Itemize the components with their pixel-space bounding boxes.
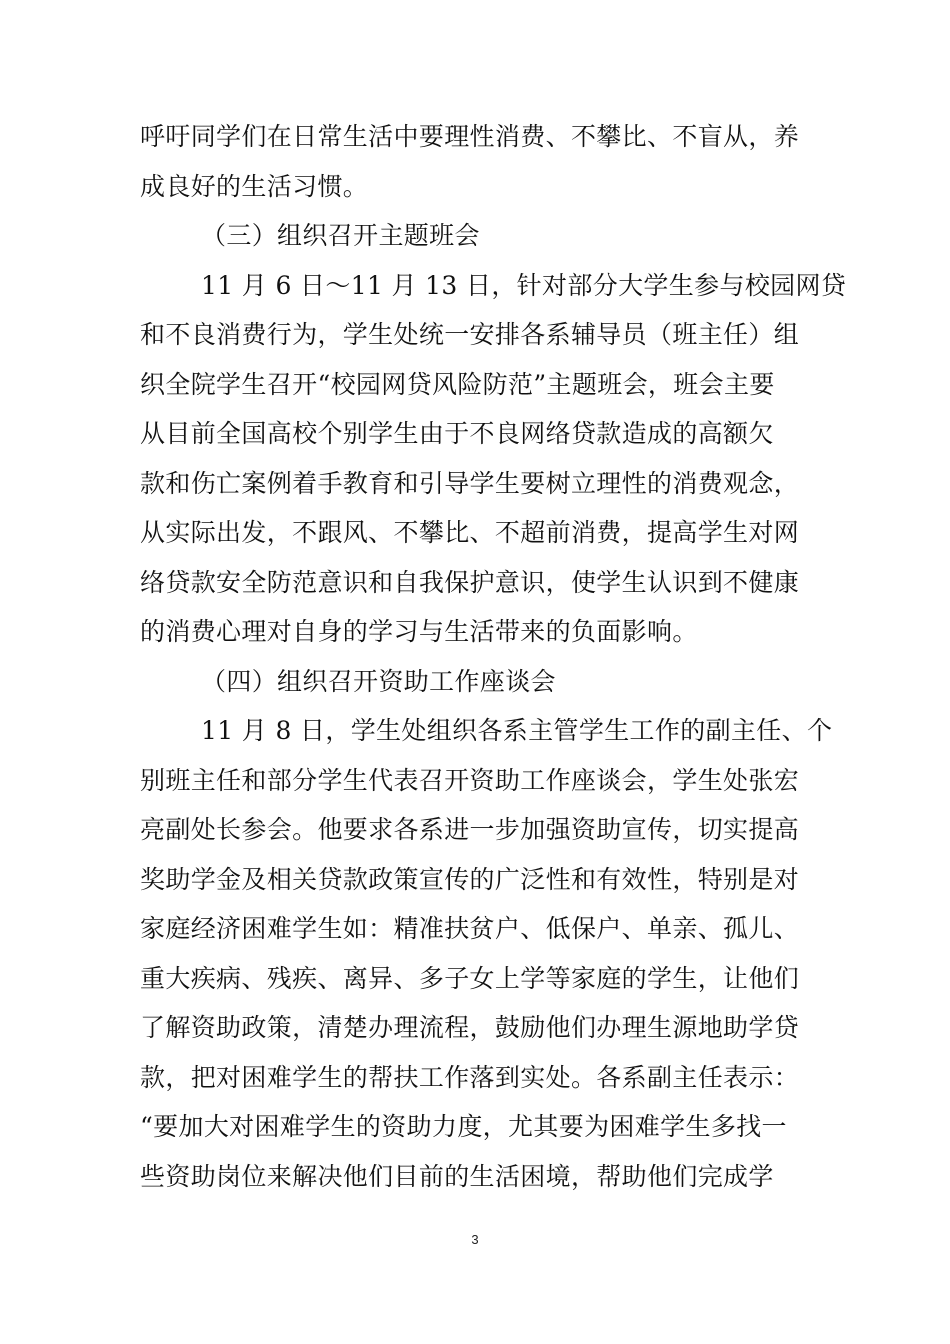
text-line-16: 奖助学金及相关贷款政策宣传的广泛性和有效性，特别是对	[140, 864, 800, 894]
text-line-21: “要加大对困难学生的资助力度，尤其要为困难学生多找一	[140, 1112, 787, 1141]
text-line-4: 11 月 6 日～11 月 13 日，针对部分大学生参与校园网贷	[201, 270, 847, 300]
text-line-1: 呼吁同学们在日常生活中要理性消费、不攀比、不盲从，养	[140, 122, 800, 151]
text-line-19: 了解资助政策，清楚办理流程，鼓励他们办理生源地助学贷	[140, 1013, 800, 1042]
text-line-10: 络贷款安全防范意识和自我保护意识，使学生认识到不健康	[140, 567, 800, 597]
text-line-17: 家庭经济困难学生如：精准扶贫户、低保户、单亲、孤儿、	[140, 914, 800, 943]
text-line-9: 从实际出发，不跟风、不攀比、不超前消费，提高学生对网	[140, 518, 800, 547]
text-line-5: 和不良消费行为，学生处统一安排各系辅导员（班主任）组	[140, 320, 800, 349]
document-body	[140, 112, 847, 1201]
page-number: 3	[471, 1232, 479, 1247]
section-heading-3: （三）组织召开主题班会	[201, 221, 480, 250]
text-line-22: 些资助岗位来解决他们目前的生活困境，帮助他们完成学	[140, 1161, 774, 1191]
text-line-7: 从目前全国高校个别学生由于不良网络贷款造成的高额欠	[140, 419, 774, 448]
text-line-13: 11 月 8 日，学生处组织各系主管学生工作的副主任、个	[201, 716, 833, 745]
text-line-18: 重大疾病、残疾、离异、多子女上学等家庭的学生，让他们	[140, 963, 800, 993]
text-line-20: 款，把对困难学生的帮扶工作落到实处。各系副主任表示：	[140, 1062, 800, 1092]
text-line-11: 的消费心理对自身的学习与生活带来的负面影响。	[140, 617, 698, 646]
section-heading-4: （四）组织召开资助工作座谈会	[201, 666, 556, 696]
text-line-14: 别班主任和部分学生代表召开资助工作座谈会，学生处张宏	[140, 765, 800, 795]
text-line-6: 织全院学生召开“校园网贷风险防范”主题班会，班会主要	[140, 369, 775, 399]
text-line-8: 款和伤亡案例着手教育和引导学生要树立理性的消费观念，	[140, 468, 800, 498]
text-line-15: 亮副处长参会。他要求各系进一步加强资助宣传，切实提高	[140, 815, 800, 844]
text-line-2: 成良好的生活习惯。	[140, 171, 369, 201]
